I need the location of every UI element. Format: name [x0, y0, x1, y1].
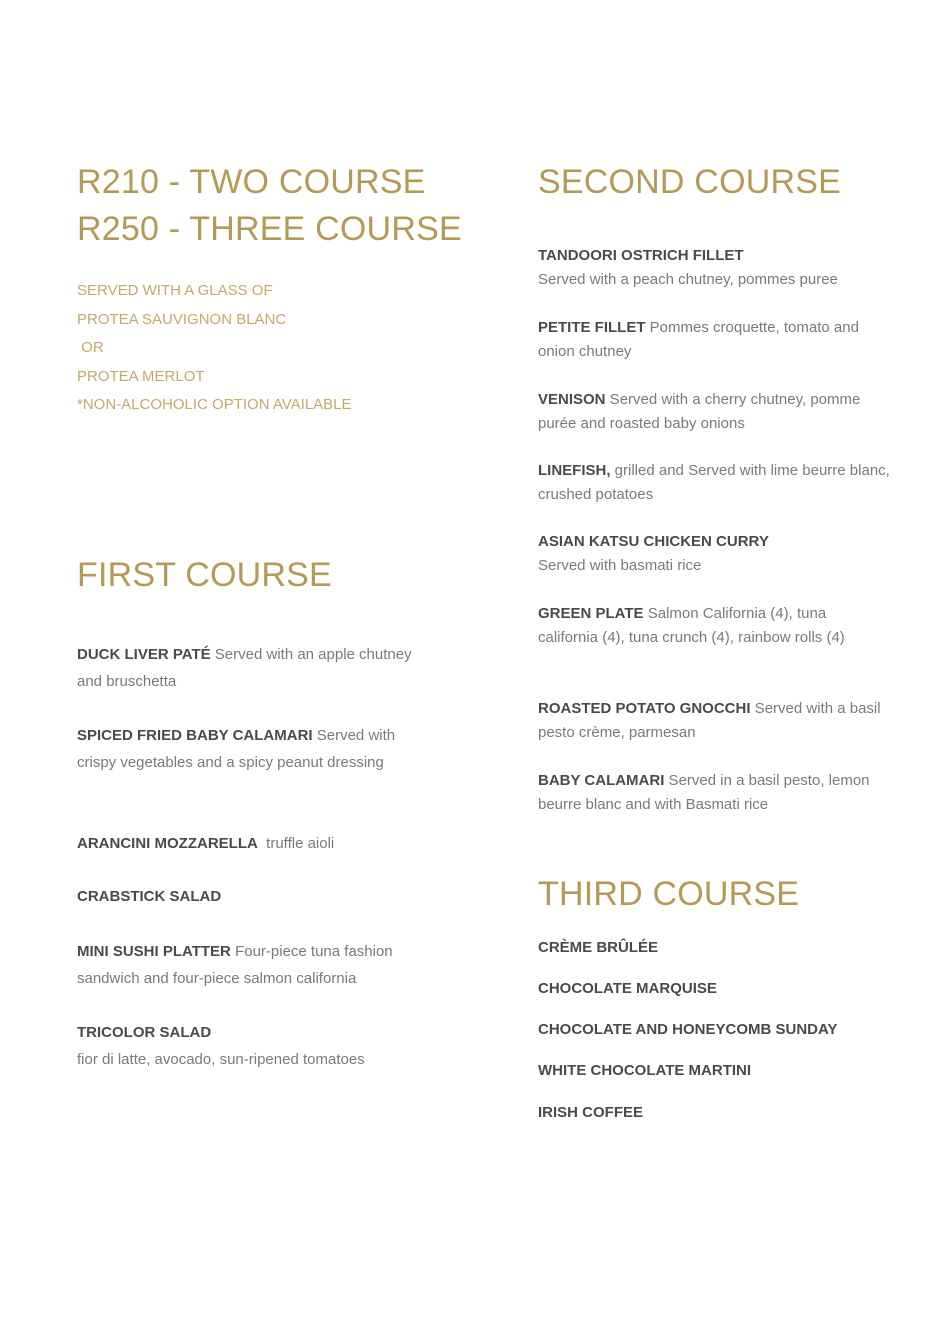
menu-item-roasted-potato-gnocchi — [538, 697, 893, 745]
menu-item-green-plate — [538, 602, 848, 650]
menu-item-name: TRICOLOR SALAD — [77, 1024, 212, 1041]
menu-item-description: Served with a peach chutney, pommes puree — [538, 271, 838, 288]
menu-item-description: grilled and Served with lime beurre blanc, crushed potatoes — [538, 462, 890, 503]
price-three-course: R250 - THREE COURSE — [77, 210, 462, 248]
menu-item-venison — [538, 388, 893, 436]
wine-note-line: SERVED WITH A GLASS OF — [77, 282, 273, 299]
menu-item-description: Salmon California (4), tuna california (4), tuna crunch (4), rainbow rolls (4) — [538, 605, 845, 646]
dessert-item-chocolate-honeycomb-sunday: CHOCOLATE AND HONEYCOMB SUNDAY — [538, 1021, 838, 1038]
menu-item-name: DUCK LIVER PATÉ — [77, 646, 211, 663]
menu-item-description: Served with crispy vegetables and a spicy peanut dressing — [77, 727, 396, 771]
menu-item-description: fior di latte, avocado, sun-ripened tomatoes — [77, 1051, 365, 1068]
menu-item-name: VENISON — [538, 391, 606, 408]
menu-item-linefish — [538, 459, 893, 507]
menu-item-mini-sushi-platter — [77, 938, 422, 992]
first-course-title: FIRST COURSE — [77, 556, 332, 594]
menu-item-description: Served in a basil pesto, lemon beurre blanc and with Basmati rice — [538, 772, 870, 813]
menu-item-name: ASIAN KATSU CHICKEN CURRY — [538, 533, 769, 550]
menu-item-spiced-fried-baby-calamari — [77, 722, 422, 776]
price-two-course: R210 - TWO COURSE — [77, 163, 426, 201]
menu-item-name: MINI SUSHI PLATTER — [77, 943, 231, 960]
dessert-item-irish-coffee: IRISH COFFEE — [538, 1104, 644, 1121]
second-course-title: SECOND COURSE — [538, 163, 841, 201]
menu-item-description: Pommes croquette, tomato and onion chutney — [538, 319, 859, 360]
dessert-item-chocolate-marquise: CHOCOLATE MARQUISE — [538, 980, 717, 997]
menu-item-baby-calamari — [538, 769, 893, 817]
menu-item-asian-katsu-chicken-curry — [538, 530, 893, 578]
menu-item-crabstick-salad — [77, 883, 422, 910]
menu-item-name: ROASTED POTATO GNOCCHI — [538, 700, 751, 717]
menu-item-description: Served with an apple chutney and bruschetta — [77, 646, 412, 690]
menu-item-tricolor-salad — [77, 1019, 422, 1073]
wine-note-line: PROTEA MERLOT — [77, 367, 205, 385]
menu-item-description: Served with basmati rice — [538, 557, 702, 574]
menu-item-name: BABY CALAMARI — [538, 772, 665, 789]
wine-note-line: PROTEA SAUVIGNON BLANC — [77, 310, 287, 328]
menu-item-name: PETITE FILLET — [538, 319, 646, 336]
menu-item-duck-liver-pate — [77, 641, 422, 695]
menu-item-name: ARANCINI MOZZARELLA — [77, 835, 258, 852]
menu-item-description: Served with a cherry chutney, pomme purée and roasted baby onions — [538, 391, 861, 432]
menu-item-name: GREEN PLATE — [538, 605, 644, 622]
menu-item-description: Four-piece tuna fashion sandwich and four-piece salmon california — [77, 943, 393, 987]
menu-item-name: LINEFISH, — [538, 462, 611, 479]
dessert-item-white-chocolate-martini: WHITE CHOCOLATE MARTINI — [538, 1062, 752, 1079]
wine-note — [77, 277, 352, 420]
wine-note-line: OR — [77, 339, 104, 356]
menu-item-name: TANDOORI OSTRICH FILLET — [538, 247, 744, 264]
menu-item-tandoori-ostrich-fillet — [538, 244, 893, 292]
third-course-title: THIRD COURSE — [538, 875, 800, 913]
menu-item-name: CRABSTICK SALAD — [77, 888, 222, 905]
menu-item-description: truffle aioli — [257, 835, 335, 852]
menu-item-description: Served with a basil pesto crème, parmesan — [538, 700, 881, 741]
menu-item-petite-fillet — [538, 316, 893, 364]
wine-note-line: *NON-ALCOHOLIC OPTION AVAILABLE — [77, 396, 352, 413]
dessert-item-creme-brulee: CRÈME BRÛLÉE — [538, 939, 659, 956]
menu-item-name: SPICED FRIED BABY CALAMARI — [77, 727, 313, 744]
menu-item-arancini-mozzarella — [77, 830, 422, 857]
